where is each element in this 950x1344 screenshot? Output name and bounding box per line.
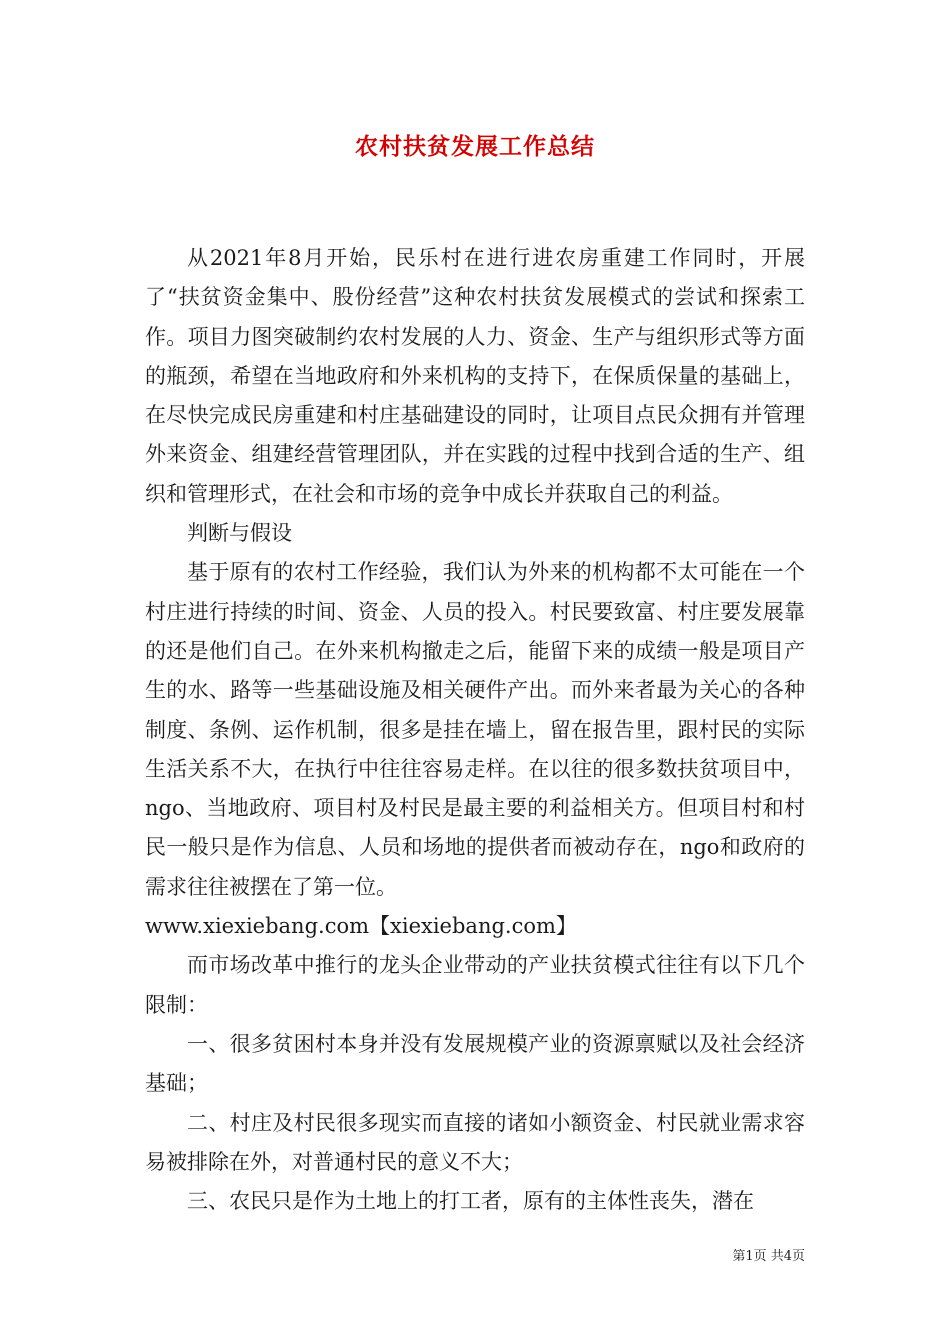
list-item-3: 三、农民只是作为土地上的打工者，原有的主体性丧失，潜在 xyxy=(187,1189,754,1214)
page-number: 第1页 共4页 xyxy=(732,1249,805,1264)
list-item-2: 二、村庄及村民很多现实而直接的诸如小额资金、村民就业需求容易被排除在外，对普通村民的意义不大； xyxy=(145,1110,805,1174)
document-title: 农村扶贫发展工作总结 xyxy=(355,134,595,160)
section-heading-judgment: 判断与假设 xyxy=(187,521,292,546)
document-body xyxy=(145,239,805,1221)
paragraph-intro: 从2021年8月开始，民乐村在进行进农房重建工作同时，开展了“扶贫资金集中、股份经营”这种农村扶贫发展模式的尝试和探索工作。项目力图突破制约农村发展的人力、资金、生产与组织形式等方面的瓶颈，希望在当地政府和外来机构的支持下，在保质保量的基础上，在尽快完成民房重建和村庄基础建设的同时，让项目点民众拥有并管理外来资金、组建经营管理团队，并在实践的过程中找到合适的生产、组织和管理形式，在社会和市场的竞争中成长并获取自己的利益。 xyxy=(145,246,805,506)
paragraph-market-reform: 而市场改革中推行的龙头企业带动的产业扶贫模式往往有以下几个限制： xyxy=(145,953,805,1017)
list-item-1: 一、很多贫困村本身并没有发展规模产业的资源禀赋以及社会经济基础； xyxy=(145,1031,805,1096)
website-link-text: www.xiexiebang.com【xiexiebang.com】 xyxy=(145,914,577,939)
paragraph-experience: 基于原有的农村工作经验，我们认为外来的机构都不太可能在一个村庄进行持续的时间、资金、人员的投入。村民要致富、村庄要发展靠的还是他们自己。在外来机构撤走之后，能留下来的成绩一般是项目产生的水、路等一些基础设施及相关硬件产出。而外来者最为关心的各种制度、条例、运作机制，很多是挂在墙上，留在报告里，跟村民的实际生活关系不大，在执行中往往容易走样。在以往的很多数扶贫项目中，ngo、当地政府、项目村及村民是最主要的利益相关方。但项目村和村民一般只是作为信息、人员和场地的提供者而被动存在，ngo和政府的需求往往被摆在了第一位。 xyxy=(145,560,805,899)
page-footer xyxy=(732,1245,805,1264)
